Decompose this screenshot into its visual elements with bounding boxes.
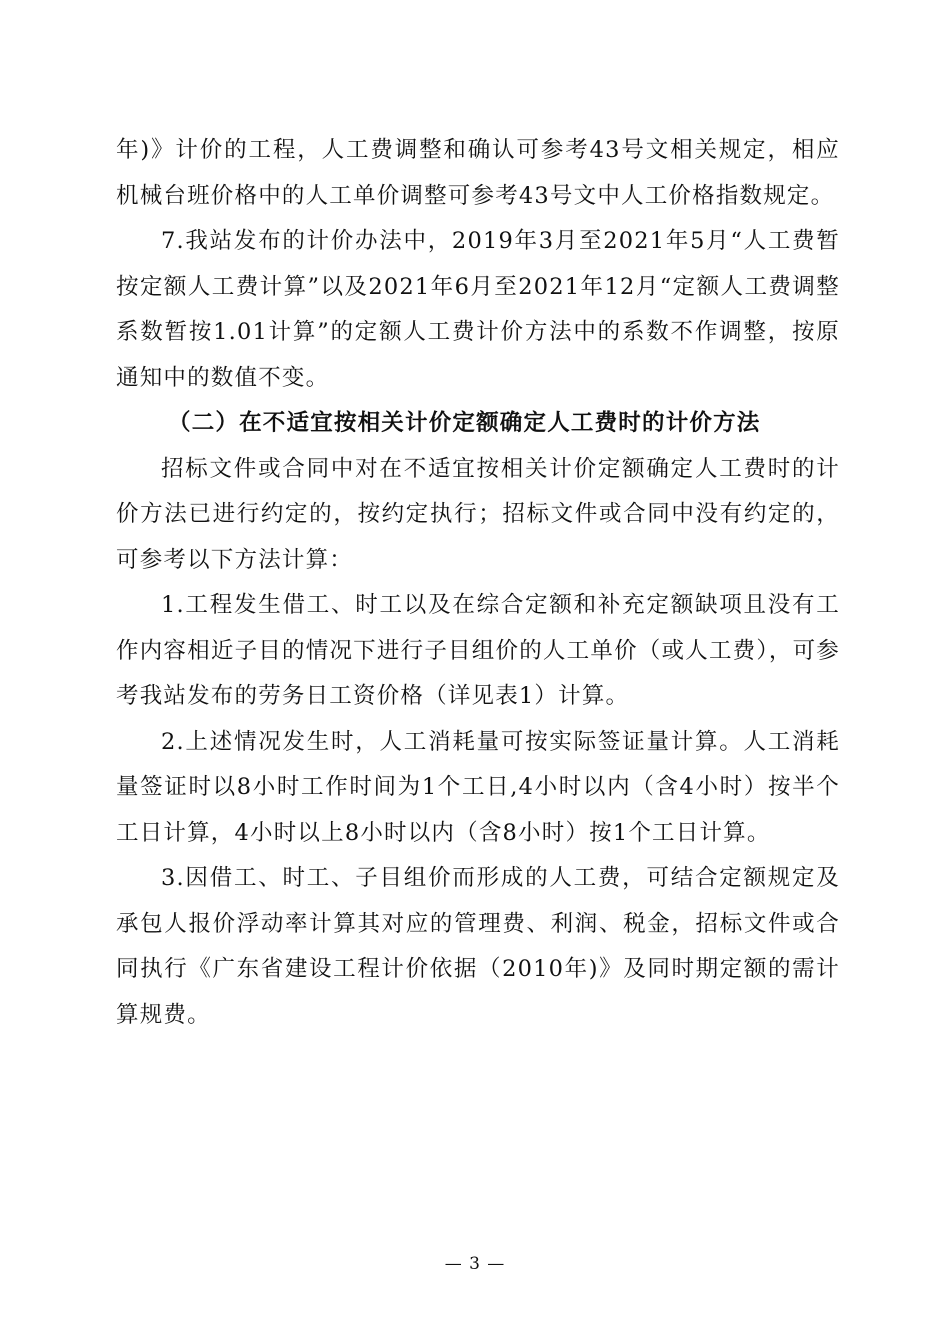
section-heading: （二）在不适宜按相关计价定额确定人工费时的计价方法: [168, 410, 761, 436]
paragraph-item-3: 3.因借工、时工、子目组价而形成的人工费，可结合定额规定及承包人报价浮动率计算其对应的管理费、利润、税金，招标文件或合同执行《广东省建设工程计价依据（2010年)》及同时期定额的需计算规费。: [116, 865, 840, 1028]
paragraph-item-2: 2.上述情况发生时，人工消耗量可按实际签证量计算。人工消耗量签证时以8小时工作时间为1个工日,4小时以内（含4小时）按半个工日计算，4小时以上8小时以内（含8小时）按1个工日计算。: [116, 728, 840, 846]
paragraph-item-7: 7.我站发布的计价办法中，2019年3月至2021年5月“人工费暂按定额人工费计算”以及2021年6月至2021年12月“定额人工费调整系数暂按1.01计算”的定额人工费计价方法中的系数不作调整，按原通知中的数值不变。: [116, 228, 840, 391]
paragraph-continuation: 年)》计价的工程，人工费调整和确认可参考43号文相关规定，相应机械台班价格中的人工单价调整可参考43号文中人工价格指数规定。: [116, 137, 840, 209]
document-body: [116, 128, 840, 1038]
paragraph-intro: 招标文件或合同中对在不适宜按相关计价定额确定人工费时的计价方法已进行约定的，按约定执行；招标文件或合同中没有约定的，可参考以下方法计算：: [116, 455, 840, 573]
page-number: — 3 —: [444, 1254, 506, 1274]
paragraph-item-1: 1.工程发生借工、时工以及在综合定额和补充定额缺项且没有工作内容相近子目的情况下进行子目组价的人工单价（或人工费），可参考我站发布的劳务日工资价格（详见表1）计算。: [116, 592, 840, 709]
